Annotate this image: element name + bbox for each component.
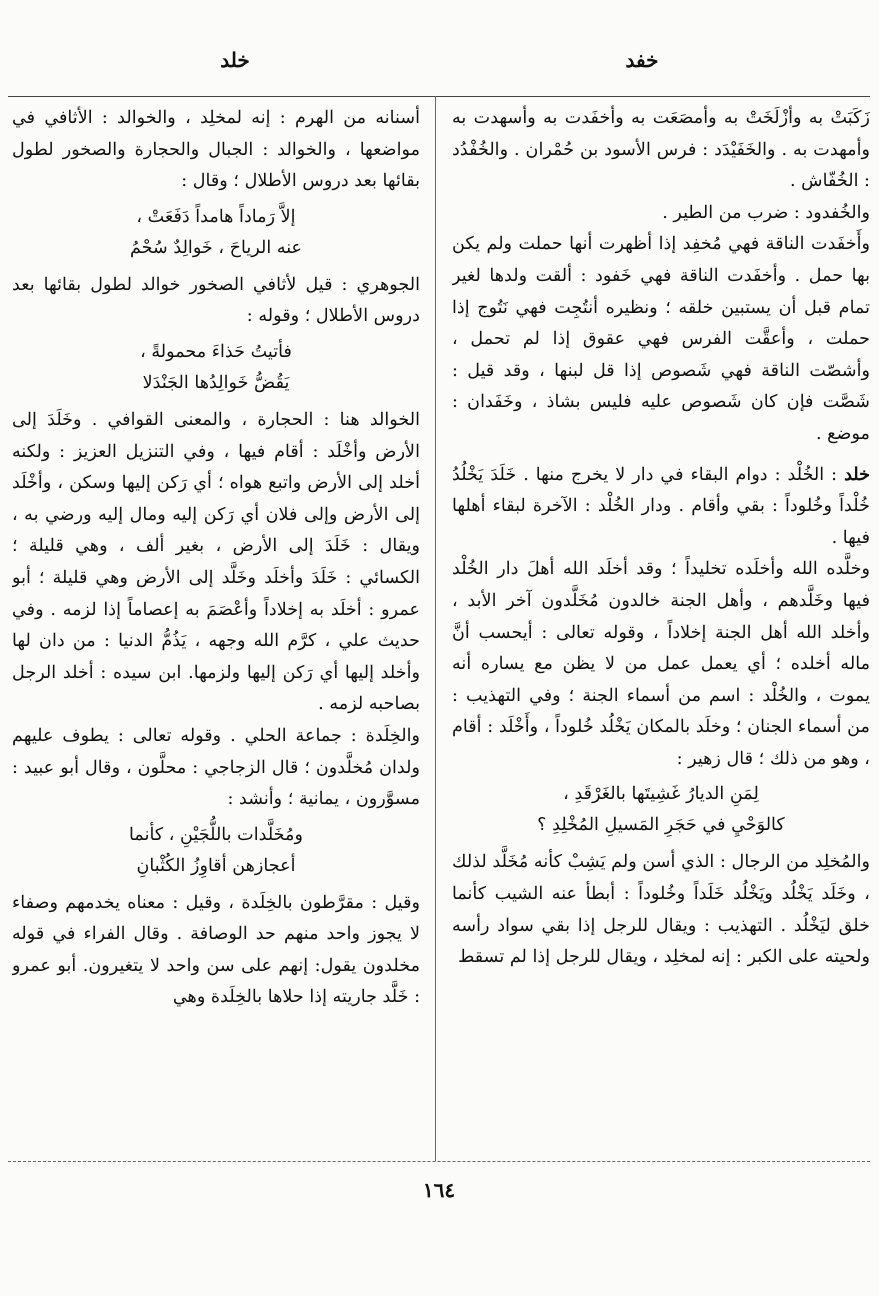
- entry-paragraph: وقيل : مقرَّطون بالخِلَدة ، وقيل : معناه يخدمهم وصفاء لا يجوز واحد منهم حد الوصافة . وقال الفراء في قوله مخلدون يقول: إنهم على سن واحد لا يتغيرون. أبو عمرو : خَلَّد جاريته إذا حلاها بالخِلَدة وهي: [12, 892, 420, 1008]
- entry-paragraph: الجوهري : قيل لأثافي الصخور خوالد لطول بقائها بعد دروس الأطلال ؛ وقوله :: [12, 274, 420, 327]
- left-column: [12, 103, 420, 1153]
- verse-block: [452, 779, 870, 841]
- verse-line: عنه الرياحَ ، خَوالِدٌ سُحْمُ: [129, 237, 303, 258]
- verse-line: يَقُضُّ خَوالِدُها الجَنْدَلا: [142, 372, 290, 393]
- entry-paragraph: والخِلَدة : جماعة الحلي . وقوله تعالى : يطوف عليهم ولدان مُخلَّدون ؛ قال الزجاجي : محلَّون ، وقال أبو عبيد : مسوَّرون ، يمانية ؛ وأنشد :: [12, 725, 420, 810]
- entry-paragraph: الخوالد هنا : الحجارة ، والمعنى القوافي . وخَلَدَ إلى الأرض وأخْلَد : أقام فيها ، وفي التنزيل العزيز : ولكنه أخلد إلى الأرض واتبع هواه ؛ أي رَكن إليها وسكن ، وأخْلَد إلى الأرض وإلى فلان أي رَكن إليه ومال إليه ورضي به ، ويقال : خَلَدَ إلى الأرض ، بغير ألف ، وهي قليلة ؛ الكسائي : خَلَدَ وأخلَد وخَلَّد إلى الأرض وهي قليلة ؛ أبو عمرو : أخلَد به إخلاداً وأعْصَمَ به إعصاماً إذا لزمه . وفي حديث علي ، كرَّم الله وجهه ، يَذُمُّ الدنيا : من دان لها وأخلد إليها أي رَكن إليها ولزمها. ابن سيده : أخلد الرجل بصاحبه لزمه .: [12, 409, 420, 715]
- verse-line: كالوَحْيِ في حَجَرِ المَسيلِ المُخْلِدِ ؟: [537, 815, 785, 836]
- verse-line: فأتيتُ حَذاءَ محمولةً ،: [140, 341, 292, 362]
- entry-start: [452, 459, 870, 555]
- verse-block: [12, 202, 420, 264]
- entry-paragraph: والخُفدود : ضرب من الطير .: [662, 202, 870, 223]
- verse-line: إلاَّ رَماداً هامداً دَفَعَتْ ،: [136, 206, 296, 227]
- verse-line: لِمَنِ الديارُ غَشِيتَها بالغَرْقَدِ ،: [563, 784, 759, 805]
- entry-paragraph: أسنانه من الهرم : إنه لمخلِد ، والخوالد : الأثافي في مواضعها ، والخوالد : الجبال والحجارة والصخور لطول بقائها بعد دروس الأطلال ؛ وقال :: [12, 108, 420, 192]
- running-head-left: خلد: [220, 48, 250, 72]
- header-rule: [8, 96, 870, 97]
- verse-line: ومُخَلَّدات باللُّجَيْنِ ، كأنما: [129, 824, 303, 845]
- entry-text: : الخُلْد : دوام البقاء في دار لا يخرج منها . خَلَدَ يَخْلُدُ خُلْداً وخُلوداً : بقي وأقام . ودار الخُلْد : الآخرة لبقاء أهلها فيها .: [452, 464, 870, 548]
- entry-paragraph: زَكَبَتْ به وأزْلَخَتْ به وأمصَعَت به وأخفَدت به وأسهدت به وأمهدت به . والخَفَيْدَد : فرس الأسود بن حُمْران . والخُفْدُد : الخُفّاش .: [452, 108, 870, 192]
- entry-paragraph: وأَخفَدت الناقة فهي مُخفِد إذا أظهرت أنها حملت ولم يكن بها حمل . وأخفَدت الناقة فهي خَفود : ألقت ولدها لغير تمام قبل أن يستبين خلقه ؛ ونظيره أنتُجِت فهي نَتُوج إذا حملت ، وأعقَّت الفرس فهي عقوق إذا لم تحمل ، وأشصّت الناقة فهي شَصوص إذا قل لبنها ، وقد قيل : شَصَّت فإن كان شَصوص عليه فليس بشاذ ، وخَفَدان : موضع .: [452, 234, 870, 444]
- entry-paragraph: وخلَّده الله وأخلَده تخليداً ؛ وقد أخلَد الله أهلَ دار الخُلْد فيها وخَلَّدهم ، وأهل الجنة خالدون مُخَلَّدون آخر الأبد ، وأخلد الله أهل الجنة إخلاداً ، وقوله تعالى : أيحسب أنَّ ماله أخلده ؛ أي يعمل عمل من لا يظن مع يساره أنه يموت ، والخُلْد : اسم من أسماء الجنة ؛ وفي التهذيب : من أسماء الجنان ؛ وخلَد بالمكان يَخْلُد خُلوداً ، وأَخْلَد : أقام ، وهو من ذلك ؛ قال زهير :: [452, 559, 870, 769]
- headword: خلد: [844, 463, 870, 485]
- page-number: ١٦٤: [422, 1178, 456, 1202]
- right-column: [452, 103, 870, 1153]
- verse-block: [12, 820, 420, 882]
- running-head-right: خفد: [625, 48, 659, 72]
- verse-line: أعجازهن أقاوِزُ الكُثْبانِ: [136, 855, 296, 876]
- entry-paragraph: والمُخلِد من الرجال : الذي أسن ولم يَشِبْ كأنه مُخَلَّد لذلك ، وخَلَد يَخْلُد ويَخْلُد خَلَداً وخُلوداً : أبطأ عنه الشيب كأنما خلق ليَخْلُد . التهذيب : ويقال للرجل إذا بقي سواد رأسه ولحيته على الكبر : إنه لمخلِد ، ويقال للرجل إذا لم تسقط: [452, 852, 870, 968]
- footer-rule: [8, 1161, 870, 1162]
- column-divider: [435, 96, 436, 1161]
- verse-block: [12, 337, 420, 399]
